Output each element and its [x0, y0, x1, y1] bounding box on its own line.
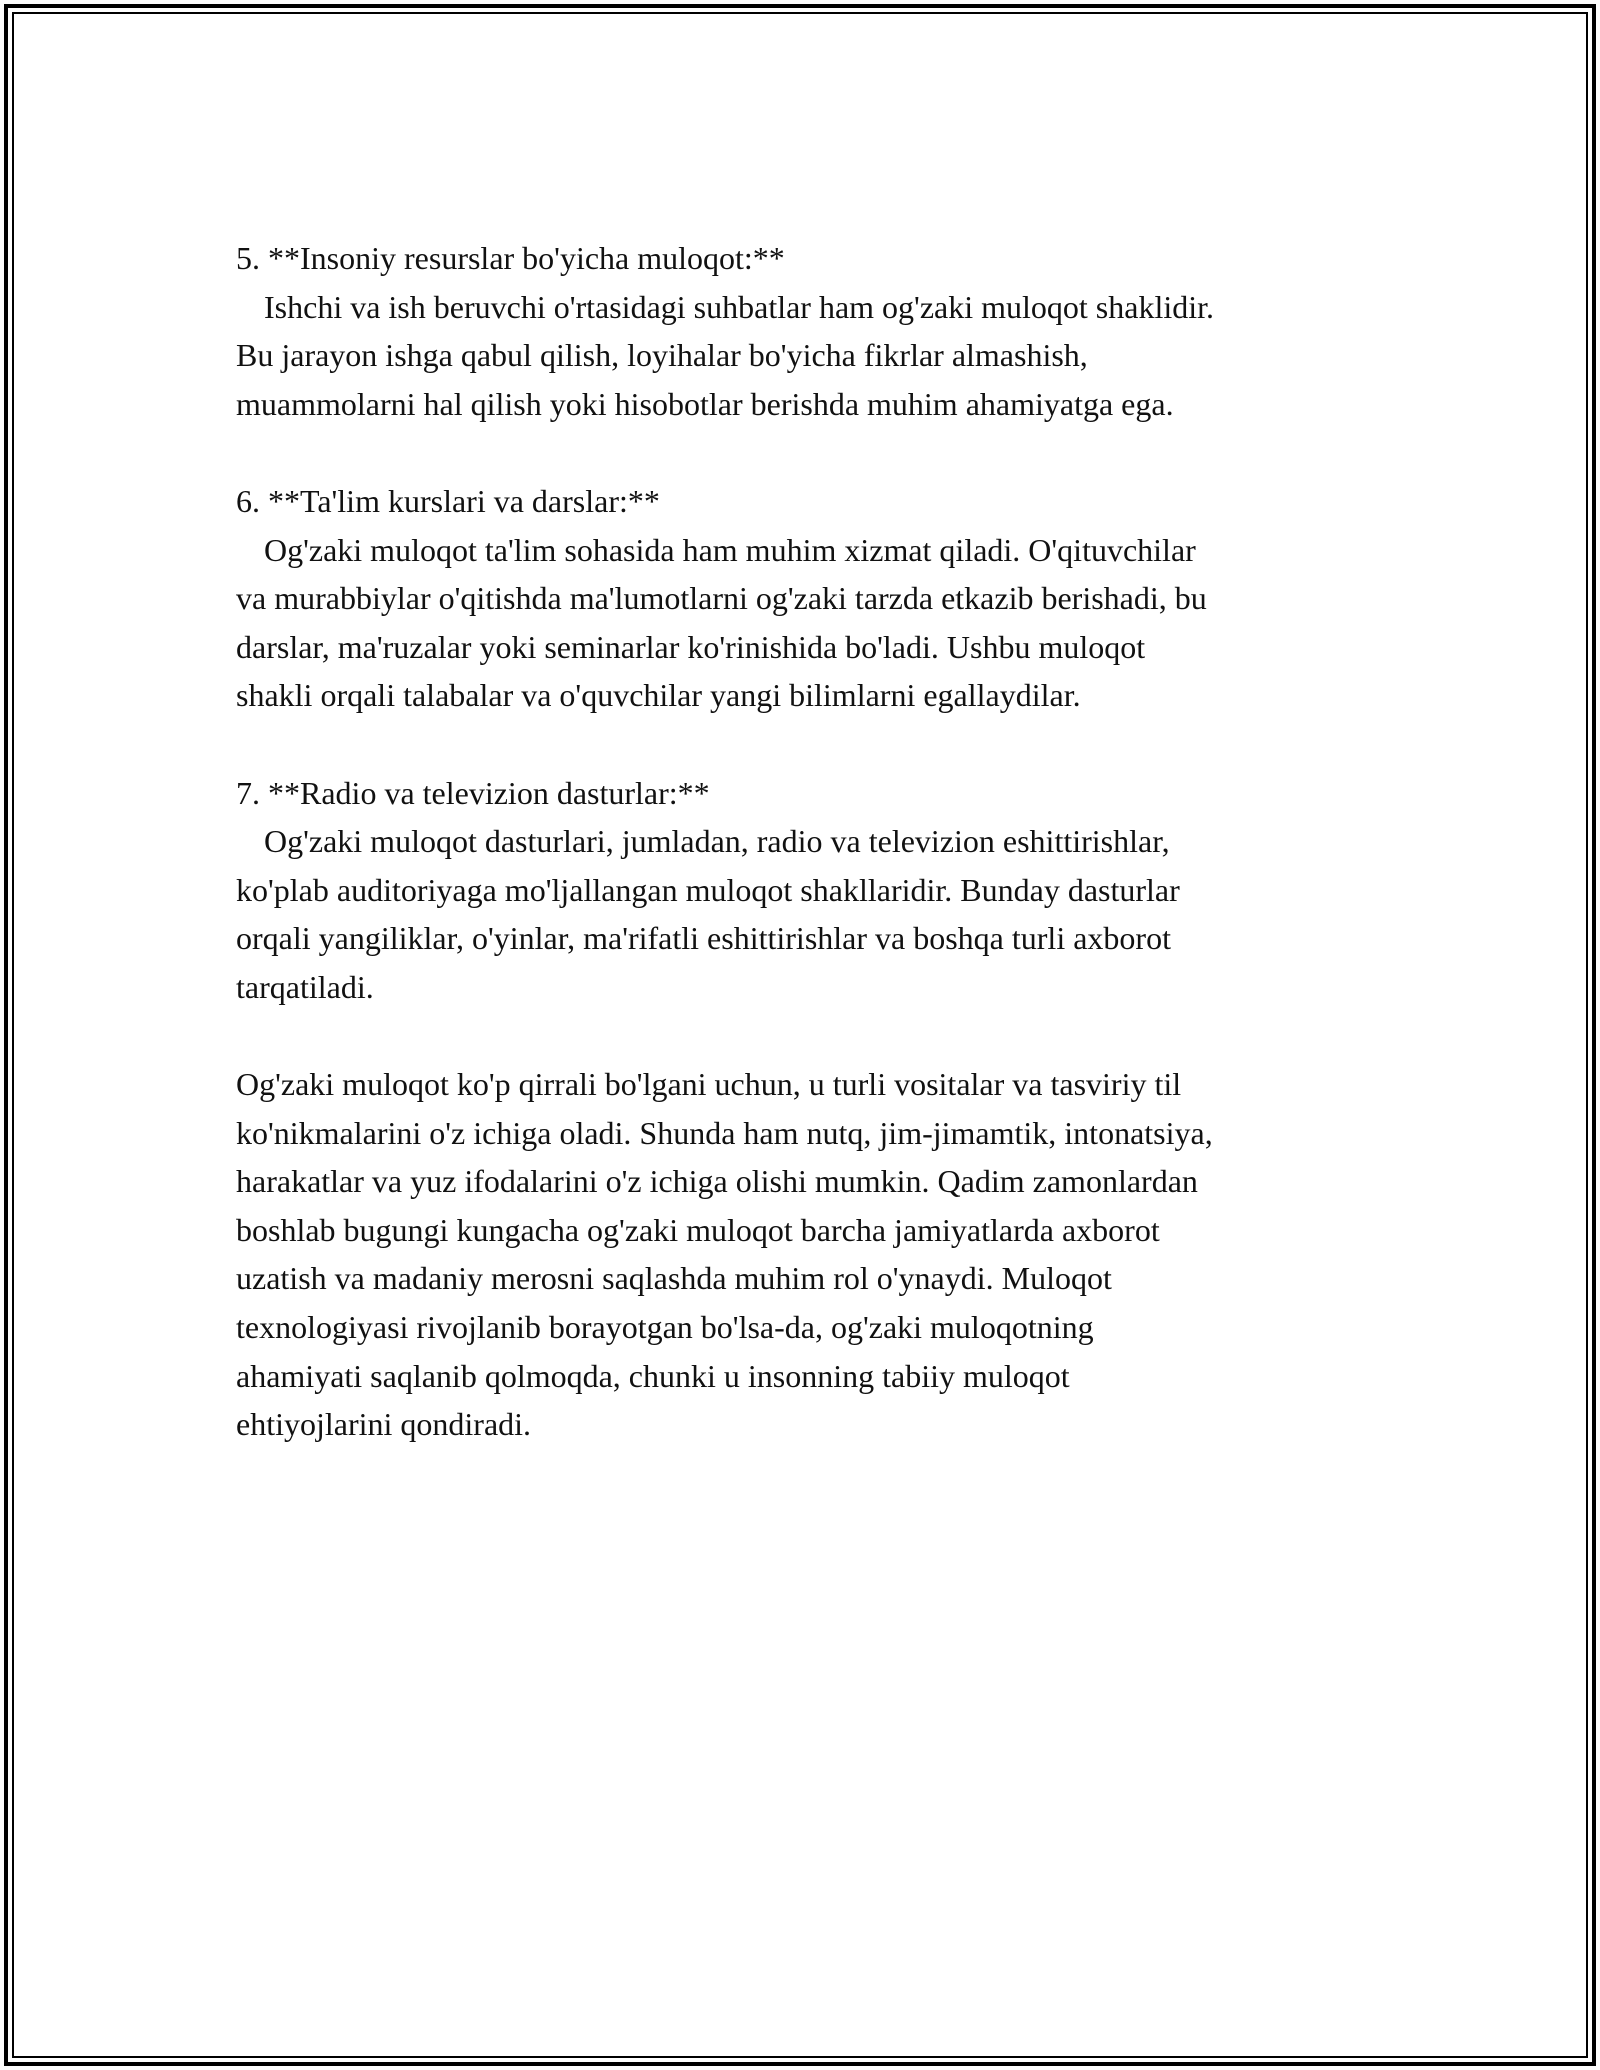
paragraph-line: Og'zaki muloqot ta'lim sohasida ham muhim xizmat qiladi. O'qituvchilar	[264, 531, 1196, 568]
paragraph-line: Ishchi va ish beruvchi o'rtasidagi suhbatlar ham og'zaki muloqot shaklidir.	[264, 288, 1214, 325]
section-heading: 6. **Ta'lim kurslari va darslar:**	[236, 482, 660, 519]
paragraph-line: muammolarni hal qilish yoki hisobotlar berishda muhim ahamiyatga ega.	[236, 385, 1174, 422]
section-heading: 5. **Insoniy resurslar bo'yicha muloqot:**	[236, 240, 785, 276]
paragraph-line: ko'nikmalarini o'z ichiga oladi. Shunda ham nutq, jim-jimamtik, intonatsiya,	[236, 1114, 1213, 1151]
section-hr-communication	[236, 234, 1376, 428]
paragraph-line: ko'plab auditoriyaga mo'ljallangan muloqot shakllaridir. Bunday dasturlar	[236, 871, 1180, 908]
section-radio-tv	[236, 769, 1376, 1012]
conclusion-paragraph	[236, 1060, 1376, 1449]
paragraph-line: Og'zaki muloqot dasturlari, jumladan, radio va televizion eshittirishlar,	[264, 823, 1170, 860]
paragraph-line: shakli orqali talabalar va o'quvchilar yangi bilimlarni egallaydilar.	[236, 677, 1081, 714]
paragraph-line: tarqatiladi.	[236, 968, 374, 1005]
paragraph-line: harakatlar va yuz ifodalarini o'z ichiga olishi mumkin. Qadim zamonlardan	[236, 1163, 1198, 1200]
paragraph-line: ahamiyati saqlanib qolmoqda, chunki u insonning tabiiy muloqot	[236, 1357, 1070, 1394]
section-education	[236, 477, 1376, 720]
paragraph-line: boshlab bugungi kungacha og'zaki muloqot barcha jamiyatlarda axborot	[236, 1211, 1160, 1248]
paragraph-line: Og'zaki muloqot ko'p qirrali bo'lgani uchun, u turli vositalar va tasviriy til	[236, 1066, 1182, 1103]
section-heading: 7. **Radio va televizion dasturlar:**	[236, 774, 710, 811]
paragraph-line: Bu jarayon ishga qabul qilish, loyihalar bo'yicha fikrlar almashish,	[236, 337, 1088, 374]
paragraph-line: ehtiyojlarini qondiradi.	[236, 1406, 532, 1443]
document-body	[236, 234, 1376, 1497]
paragraph-line: uzatish va madaniy merosni saqlashda muhim rol o'ynaydi. Muloqot	[236, 1260, 1112, 1297]
paragraph-line: texnologiyasi rivojlanib borayotgan bo'lsa-da, og'zaki muloqotning	[236, 1309, 1094, 1346]
paragraph-line: orqali yangiliklar, o'yinlar, ma'rifatli eshittirishlar va boshqa turli axborot	[236, 920, 1171, 957]
paragraph-line: va murabbiylar o'qitishda ma'lumotlarni og'zaki tarzda etkazib berishadi, bu	[236, 580, 1207, 617]
paragraph-line: darslar, ma'ruzalar yoki seminarlar ko'rinishida bo'ladi. Ushbu muloqot	[236, 628, 1146, 665]
